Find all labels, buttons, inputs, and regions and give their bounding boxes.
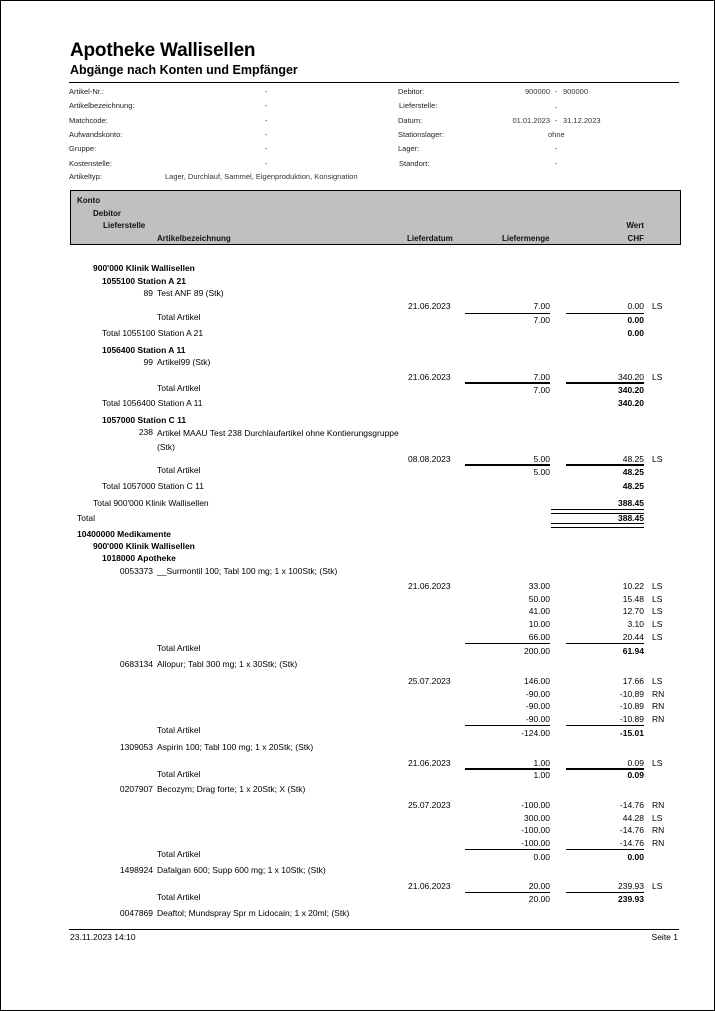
delivery-value: 0.09 (627, 758, 644, 768)
article-number: 99 (143, 357, 153, 367)
delivery-date: 21.06.2023 (408, 881, 451, 891)
total-value: 48.25 (622, 467, 644, 477)
delivery-type: LS (652, 881, 663, 891)
article-description: Dafalgan 600; Supp 600 mg; 1 x 10Stk; (Stk) (157, 865, 326, 875)
article-number: 0053373 (119, 566, 153, 576)
delivery-qty: -100.00 (521, 800, 550, 810)
header-wert: Wert (626, 221, 644, 230)
subtotal-rule (566, 849, 644, 850)
article-description: Becozym; Drag forte; 1 x 20Stk; X (Stk) (157, 784, 306, 794)
total-value: 0.00 (627, 852, 644, 862)
article-number: 1309053 (119, 742, 153, 752)
article-description: __Surmontil 100; Tabl 100 mg; 1 x 100Stk; (Stk) (157, 566, 338, 576)
total-value: 61.94 (622, 646, 644, 656)
article-description: Deaftol; Mundspray Spr m Lidocain; 1 x 20ml; (Stk) (157, 908, 350, 918)
delivery-type: RN (652, 701, 665, 711)
total-value: -15.01 (619, 728, 644, 738)
total-qty: 7.00 (533, 385, 550, 395)
total-artikel-label: Total Artikel (157, 769, 201, 779)
total-qty: 7.00 (533, 315, 550, 325)
station-heading: 1055100 Station A 21 (102, 276, 186, 286)
filter-value: - (265, 116, 268, 125)
total-station-label: Total 1055100 Station A 21 (102, 328, 204, 338)
delivery-type: RN (652, 689, 665, 699)
subtotal-rule (566, 892, 644, 893)
filter-value: - (265, 87, 268, 96)
total-artikel-label: Total Artikel (157, 892, 201, 902)
total-konto-label: Total (77, 513, 95, 523)
delivery-qty: 10.00 (528, 619, 550, 629)
delivery-type: LS (652, 581, 663, 591)
total-station-value: 48.25 (622, 481, 644, 491)
delivery-type: LS (652, 758, 663, 768)
filter-value: - (555, 159, 558, 168)
article-description: Aspirin 100; Tabl 100 mg; 1 x 20Stk; (Stk) (157, 742, 314, 752)
total-artikel-label: Total Artikel (157, 725, 201, 735)
delivery-qty: -90.00 (525, 689, 550, 699)
delivery-qty: 7.00 (533, 301, 550, 311)
subtotal-rule (465, 849, 550, 850)
delivery-date: 25.07.2023 (408, 676, 451, 686)
delivery-date: 21.06.2023 (408, 372, 451, 382)
delivery-value: 15.48 (622, 594, 644, 604)
subtotal-rule (566, 313, 644, 314)
delivery-qty: 5.00 (533, 454, 550, 464)
report-subtitle: Abgänge nach Konten und Empfänger (70, 63, 298, 77)
total-station-value: 340.20 (618, 398, 644, 408)
total-station-label: Total 1056400 Station A 11 (102, 398, 203, 408)
header-artikelbezeichnung: Artikelbezeichnung (157, 234, 231, 243)
article-number: 0047869 (119, 908, 153, 918)
filter-label: Lieferstelle: (399, 101, 438, 110)
filter-label: Matchcode: (69, 116, 108, 125)
delivery-value: 12.70 (622, 606, 644, 616)
delivery-type: LS (652, 454, 663, 464)
delivery-type: RN (652, 825, 665, 835)
delivery-type: LS (652, 676, 663, 686)
delivery-value: -14.76 (619, 825, 644, 835)
header-debitor: Debitor (93, 209, 121, 218)
total-qty: 1.00 (533, 770, 550, 780)
filter-label: Standort: (399, 159, 430, 168)
subtotal-rule (566, 382, 644, 384)
delivery-qty: 300.00 (524, 813, 550, 823)
delivery-value: 20.44 (622, 632, 644, 642)
filter-label: Aufwandskonto: (69, 130, 123, 139)
total-double-rule (551, 523, 644, 528)
filter-value: - (555, 103, 558, 112)
delivery-type: LS (652, 606, 663, 616)
article-description: Artikel MAAU Test 238 Durchlaufartikel ohne Kontierungsgruppe (157, 428, 399, 438)
subtotal-rule (465, 382, 550, 384)
total-value: 0.00 (627, 315, 644, 325)
header-divider (69, 82, 679, 83)
header-currency: CHF (627, 234, 644, 243)
delivery-type: LS (652, 594, 663, 604)
filter-to: 900000 (563, 87, 589, 96)
total-artikel-label: Total Artikel (157, 643, 201, 653)
total-qty: 200.00 (524, 646, 550, 656)
subtotal-rule (566, 725, 644, 726)
delivery-value: 17.66 (622, 676, 644, 686)
header-konto: Konto (77, 196, 101, 205)
delivery-qty: 20.00 (528, 881, 550, 891)
article-number: 0207907 (119, 784, 153, 794)
delivery-value: 0.00 (627, 301, 644, 311)
delivery-date: 25.07.2023 (408, 800, 451, 810)
delivery-date: 08.08.2023 (408, 454, 451, 464)
delivery-value: 44.28 (622, 813, 644, 823)
total-artikel-label: Total Artikel (157, 465, 201, 475)
total-station-value: 0.00 (627, 328, 644, 338)
subtotal-rule (566, 464, 644, 466)
delivery-value: 340.20 (618, 372, 644, 382)
filter-label: Debitor: (398, 87, 425, 96)
delivery-type: LS (652, 632, 663, 642)
header-lieferstelle: Lieferstelle (103, 221, 146, 230)
filter-value: - (265, 130, 268, 139)
delivery-qty: -100.00 (521, 838, 550, 848)
delivery-value: 48.25 (622, 454, 644, 464)
delivery-value: -14.76 (619, 838, 644, 848)
filter-label: Lager: (398, 144, 420, 153)
delivery-type: LS (652, 301, 663, 311)
delivery-type: LS (652, 372, 663, 382)
delivery-qty: 33.00 (528, 581, 550, 591)
delivery-type: RN (652, 800, 665, 810)
delivery-value: -10.89 (619, 714, 644, 724)
delivery-value: 3.10 (627, 619, 644, 629)
total-station-label: Total 1057000 Station C 11 (102, 481, 204, 491)
delivery-date: 21.06.2023 (408, 758, 451, 768)
total-qty: 20.00 (528, 894, 550, 904)
article-number: 238 (138, 427, 153, 437)
filter-sep: - (555, 87, 558, 96)
total-value: 239.93 (618, 894, 644, 904)
filter-sep: - (555, 116, 558, 125)
total-artikel-label: Total Artikel (157, 849, 201, 859)
filter-label: Artikeltyp: (69, 172, 102, 181)
filter-to: 31.12.2023 (563, 116, 601, 125)
delivery-value: -10.89 (619, 701, 644, 711)
filter-label: Kostenstelle: (69, 159, 112, 168)
filter-value: - (555, 144, 558, 153)
page-number: Seite 1 (651, 932, 678, 942)
delivery-qty: 1.00 (533, 758, 550, 768)
filter-label: Gruppe: (69, 144, 97, 153)
article-unit: (Stk) (157, 442, 175, 452)
subtotal-rule (465, 313, 550, 314)
total-artikel-label: Total Artikel (157, 383, 201, 393)
delivery-qty: -100.00 (521, 825, 550, 835)
total-debitor-label: Total 900'000 Klinik Wallisellen (93, 498, 209, 508)
delivery-qty: 50.00 (528, 594, 550, 604)
total-value: 340.20 (618, 385, 644, 395)
delivery-qty: 146.00 (524, 676, 550, 686)
debitor-heading: 900'000 Klinik Wallisellen (93, 263, 195, 273)
header-liefermenge: Liefermenge (502, 234, 550, 243)
article-description: Allopur; Tabl 300 mg; 1 x 30Stk; (Stk) (157, 659, 298, 669)
article-description: Test ANF 89 (Stk) (157, 288, 224, 298)
delivery-qty: 41.00 (528, 606, 550, 616)
subtotal-rule (566, 643, 644, 644)
station-heading: 1018000 Apotheke (102, 553, 176, 563)
station-heading: 1057000 Station C 11 (102, 415, 187, 425)
delivery-value: -10.89 (619, 689, 644, 699)
article-number: 1498924 (119, 865, 153, 875)
report-title: Apotheke Wallisellen (70, 40, 256, 61)
filter-value: - (265, 159, 268, 168)
article-number: 89 (143, 288, 153, 298)
delivery-type: RN (652, 714, 665, 724)
debitor-heading: 900'000 Klinik Wallisellen (93, 541, 195, 551)
print-timestamp: 23.11.2023 14:10 (70, 932, 136, 942)
total-qty: -124.00 (521, 728, 550, 738)
delivery-date: 21.06.2023 (408, 581, 451, 591)
total-qty: 0.00 (533, 852, 550, 862)
delivery-type: RN (652, 838, 665, 848)
filter-label: Artikel-Nr.: (69, 87, 105, 96)
delivery-qty: 7.00 (533, 372, 550, 382)
filter-value: - (265, 144, 268, 153)
delivery-value: 10.22 (622, 581, 644, 591)
subtotal-rule (465, 725, 550, 726)
footer-divider (69, 929, 679, 930)
station-heading: 1056400 Station A 11 (102, 345, 186, 355)
delivery-qty: -90.00 (525, 701, 550, 711)
filter-label: Datum: (398, 116, 423, 125)
filter-label: Stationslager: (398, 130, 444, 139)
filter-from: 900000 (524, 87, 550, 96)
subtotal-rule (465, 464, 550, 466)
filter-value: Lager, Durchlauf, Sammel, Eigenproduktion, Konsignation (165, 172, 358, 181)
subtotal-rule (465, 892, 550, 893)
delivery-date: 21.06.2023 (408, 301, 451, 311)
total-value: 0.09 (627, 770, 644, 780)
total-qty: 5.00 (533, 467, 550, 477)
filter-value: ohne (548, 130, 565, 139)
delivery-type: LS (652, 813, 663, 823)
article-description: Artikel99 (Stk) (157, 357, 211, 367)
delivery-qty: 66.00 (528, 632, 550, 642)
header-lieferdatum: Lieferdatum (407, 234, 453, 243)
subtotal-rule (465, 643, 550, 644)
delivery-value: -14.76 (619, 800, 644, 810)
filter-from: 01.01.2023 (512, 116, 550, 125)
filter-value: - (265, 101, 268, 110)
total-konto-value: 388.45 (618, 513, 644, 523)
total-debitor-value: 388.45 (618, 498, 644, 508)
delivery-type: LS (652, 619, 663, 629)
delivery-value: 239.93 (618, 881, 644, 891)
filter-label: Artikelbezeichnung: (69, 101, 135, 110)
konto-heading: 10400000 Medikamente (77, 529, 172, 539)
delivery-qty: -90.00 (525, 714, 550, 724)
article-number: 0683134 (119, 659, 153, 669)
total-artikel-label: Total Artikel (157, 312, 201, 322)
